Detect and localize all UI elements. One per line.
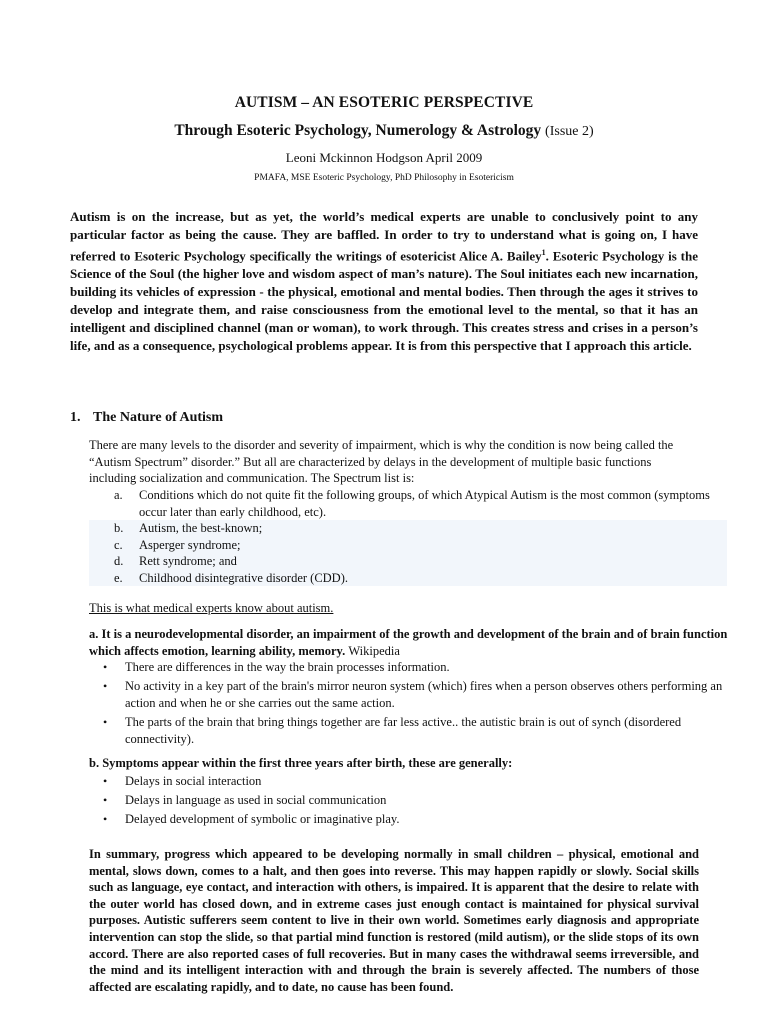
- list-item: [89, 773, 729, 790]
- document-title: AUTISM – AN ESOTERIC PERSPECTIVE: [234, 94, 534, 111]
- subtitle-main: Through Esoteric Psychology, Numerology & Astrology: [174, 122, 542, 139]
- point-b-heading: b. Symptoms appear within the first three years after birth, these are generally:: [89, 756, 513, 770]
- list-marker: c.: [114, 537, 123, 552]
- list-item: [89, 659, 729, 676]
- point-a-heading: [89, 626, 729, 659]
- section-number: 1.: [70, 410, 81, 425]
- bullet-icon: •: [103, 774, 108, 788]
- list-item: [89, 537, 727, 554]
- point-a-text: a. It is a neurodevelopmental disorder, an impairment of the growth and development of the brain and of brain function which affects emotion, learning ability, memory.: [89, 627, 728, 658]
- list-item: [89, 714, 729, 748]
- bullet-icon: •: [103, 679, 108, 693]
- list-item: [89, 570, 727, 587]
- list-item-text: Childhood disintegrative disorder (CDD).: [139, 570, 348, 585]
- medical-intro-line: This is what medical experts know about autism.: [89, 601, 334, 615]
- author-credentials: PMAFA, MSE Esoteric Psychology, PhD Philosophy in Esotericism: [254, 173, 514, 183]
- bullet-text: No activity in a key part of the brain's mirror neuron system (which) fires when a person observes others performing an action and when he or she carries out the same action.: [125, 679, 723, 710]
- bullet-text: Delayed development of symbolic or imaginative play.: [125, 812, 400, 826]
- section-heading: [70, 410, 223, 426]
- list-marker: d.: [114, 554, 124, 568]
- bullet-text: The parts of the brain that bring things together are far less active.. the autistic brain is out of synch (disordered connectivity).: [125, 715, 682, 746]
- subtitle-issue: (Issue 2): [545, 124, 594, 139]
- section-title: The Nature of Autism: [93, 410, 224, 425]
- source-link[interactable]: Wikipedia: [348, 643, 400, 658]
- point-a-bullets: [89, 659, 729, 750]
- list-item: [89, 553, 727, 570]
- document-subtitle: [0, 122, 768, 140]
- list-item: [89, 678, 729, 712]
- author-line: Leoni Mckinnon Hodgson April 2009: [285, 150, 483, 165]
- list-item-text: Autism, the best-known;: [139, 521, 263, 535]
- bullet-text: There are differences in the way the brain processes information.: [125, 660, 450, 674]
- bullet-text: Delays in language as used in social communication: [125, 793, 387, 807]
- intro-paragraph: [70, 208, 698, 355]
- bullet-icon: •: [103, 660, 108, 674]
- footnote-reference[interactable]: 1: [541, 248, 546, 257]
- spectrum-list: [89, 487, 727, 586]
- list-marker: e.: [114, 570, 123, 585]
- bullet-icon: •: [103, 715, 108, 729]
- list-item-text: Rett syndrome; and: [139, 554, 237, 568]
- list-item: [89, 811, 729, 828]
- list-item-text: Asperger syndrome;: [139, 537, 241, 552]
- list-item: [89, 487, 727, 520]
- bullet-icon: •: [103, 793, 108, 807]
- bullet-icon: •: [103, 812, 108, 826]
- list-item: [89, 792, 729, 809]
- intro-text-2: . Esoteric Psychology is the Science of the Soul (the higher love and wisdom aspect of man’s nature). The Soul initiates each new incarnation, building its vehicles of expression - the physical, emotional and mental bodies. Then through the ages it strives to develop and integrate them, and raise consciousness from the emotional level to the mental, so that it has an intelligent and disciplined channel (man or woman), to work through. This creates stress and crises in a person’s life, and as a consequence, psychological problems appear. It is from this perspective that I approach this article.: [70, 248, 699, 354]
- point-b-bullets: [89, 773, 729, 830]
- list-marker: a.: [114, 488, 123, 502]
- bullet-text: Delays in social interaction: [125, 774, 262, 788]
- summary-paragraph: In summary, progress which appeared to be developing normally in small children – physical, emotional and mental, slows down, comes to a halt, and then goes into reverse. This may happen rapidly or slowly. Social skills such as language, eye contact, and interaction with others, is impaired. It is apparent that the desire to relate with the outer world has closed down, and in extreme cases just enough contact is maintained for physical survival purposes. Autistic sufferers seem content to live in their own world. Sometimes early diagnosis and appropriate intervention can stop the slide, so that partial mind function is restored (mild autism), or the slide stops of its own accord. There are also reported cases of full recoveries. But in many cases the withdrawal seems irreversible, and the mind and its intelligent interaction with and through the brain is severely affected. The numbers of those affected are escalating rapidly, and to date, no cause has been found.: [89, 847, 699, 994]
- section-paragraph: There are many levels to the disorder and severity of impairment, which is why the condition is now being called the “Autism Spectrum” disorder.” But all are characterized by delays in the development of multiple basic functions including socialization and communication. The Spectrum list is:: [89, 438, 674, 485]
- intro-text-1: Autism is on the increase, but as yet, the world’s medical experts are unable to conclusively point to any particular factor as being the cause. They are baffled. In order to try to understand what is going on, I have referred to Esoteric Psychology specifically the writings of esotericist Alice A. Bailey: [70, 209, 698, 264]
- list-item: [89, 520, 727, 537]
- list-marker: b.: [114, 521, 124, 535]
- list-item-text: Conditions which do not quite fit the following groups, of which Atypical Autism is the most common (symptoms occur later than early childhood, etc).: [139, 488, 710, 519]
